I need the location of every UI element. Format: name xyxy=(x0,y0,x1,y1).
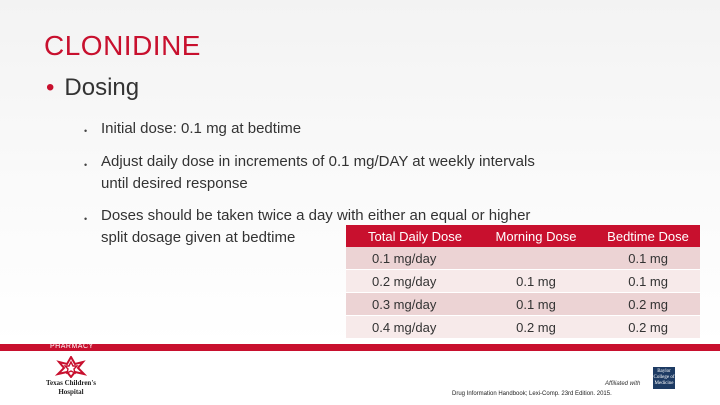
bcm-line-1: Baylor xyxy=(657,369,671,374)
table-row xyxy=(346,293,700,316)
bcm-line-2: College of xyxy=(653,375,675,380)
bullet-dot-icon: • xyxy=(84,126,88,136)
footer-department-label: PHARMACY xyxy=(50,343,94,350)
table-row xyxy=(346,247,700,270)
bullet-3-line-1: Doses should be taken twice a day with either an equal or higher xyxy=(101,207,531,224)
table-cell: 0.1 mg xyxy=(476,270,596,293)
table-cell: 0.2 mg xyxy=(596,316,700,339)
hospital-star-icon xyxy=(55,356,87,378)
bullet-2-line-1: Adjust daily dose in increments of 0.1 mg/DAY at weekly intervals xyxy=(101,153,535,170)
subtitle-text: Dosing xyxy=(64,74,140,101)
slide-title: CLONIDINE xyxy=(44,30,201,61)
table-cell: 0.2 mg/day xyxy=(346,270,476,293)
bullet-2 xyxy=(101,151,535,195)
table-row xyxy=(346,316,700,339)
bullet-dot-icon: • xyxy=(84,160,88,170)
texas-childrens-logo xyxy=(38,356,104,400)
header-total-daily-dose: Total Daily Dose xyxy=(346,225,476,247)
table-cell: 0.2 mg xyxy=(476,316,596,339)
header-bedtime-dose: Bedtime Dose xyxy=(596,225,700,247)
table-cell: 0.1 mg xyxy=(596,247,700,270)
table-cell: 0.1 mg/day xyxy=(346,247,476,270)
baylor-college-logo xyxy=(653,367,675,389)
logo-text-line-1: Texas Children's xyxy=(46,379,96,387)
affiliated-with-text: Affiliated with xyxy=(605,381,641,387)
bullet-2-line-2: until desired response xyxy=(101,175,248,192)
table-cell: 0.2 mg xyxy=(596,293,700,316)
table-cell: 0.1 mg xyxy=(596,270,700,293)
dosing-table xyxy=(346,225,700,339)
logo-text-line-2: Hospital xyxy=(58,388,84,396)
footer-bar xyxy=(0,344,720,351)
bullet-dot-icon: • xyxy=(84,214,88,224)
bullet-dot-icon: • xyxy=(46,74,55,101)
table-cell: 0.4 mg/day xyxy=(346,316,476,339)
table-row xyxy=(346,270,700,293)
subtitle-bullet xyxy=(46,74,139,102)
table-cell: 0.3 mg/day xyxy=(346,293,476,316)
bcm-line-3: Medicine xyxy=(654,381,674,386)
table-cell: 0.1 mg xyxy=(476,293,596,316)
citation-text: Drug Information Handbook; Lexi-Comp. 23rd Edition. 2015. xyxy=(452,391,612,397)
header-morning-dose: Morning Dose xyxy=(476,225,596,247)
table-header-row xyxy=(346,225,700,247)
bullet-1-text: Initial dose: 0.1 mg at bedtime xyxy=(101,120,302,137)
table-cell xyxy=(476,247,596,270)
bullet-3-line-2: split dosage given at bedtime xyxy=(101,229,296,246)
